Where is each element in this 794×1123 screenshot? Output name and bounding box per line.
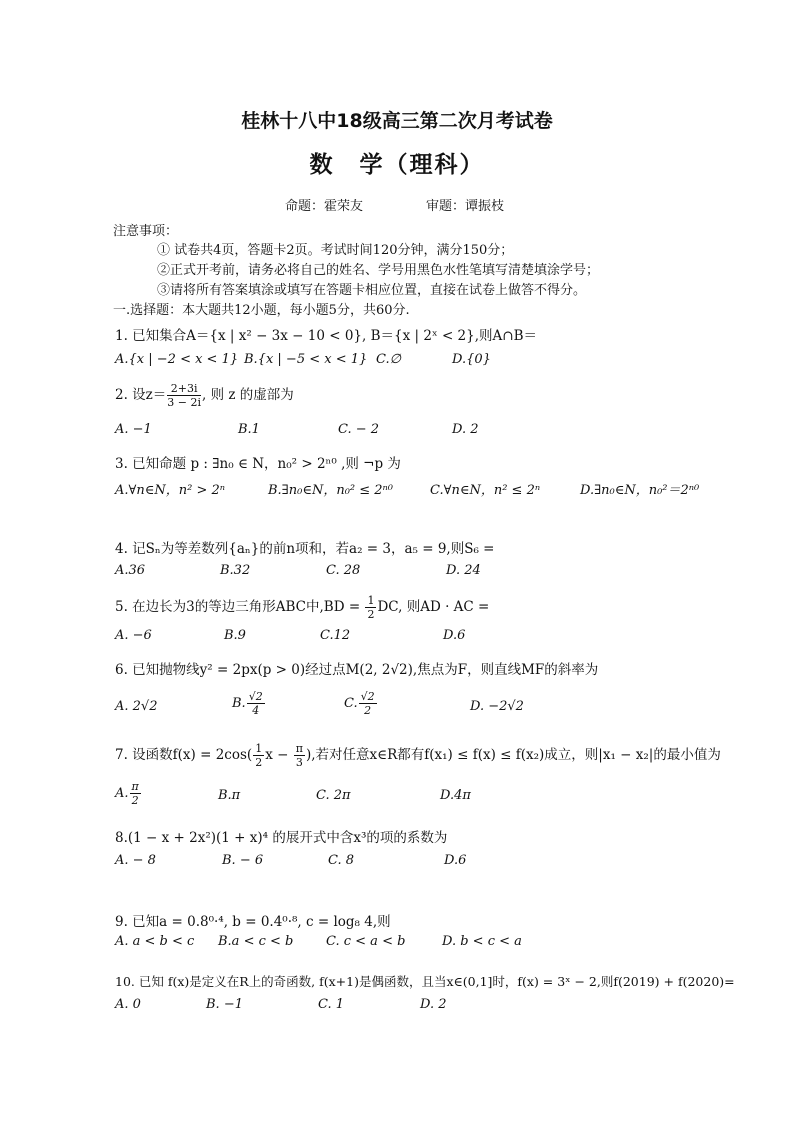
question-stem: [115, 742, 721, 769]
fraction-numerator: 2+3i: [167, 382, 201, 396]
stem-part: x −: [265, 747, 293, 763]
fraction-numerator: 1: [255, 742, 263, 755]
option-a: A. a < b < c: [115, 934, 195, 949]
fraction-numerator: √2: [360, 690, 375, 703]
stem-part: , 则 z 的虚部为: [202, 387, 294, 403]
option-a: A.{x | −2 < x < 1}: [115, 352, 239, 367]
option-a: [115, 780, 142, 807]
option-d: D. 2: [420, 997, 447, 1012]
option-a: A.∀n∈N，n² > 2ⁿ: [115, 483, 226, 498]
option-c: C. 2π: [316, 788, 351, 803]
option-c: C. − 2: [338, 422, 380, 437]
option-d: D.∃n₀∈N，n₀²＝2ⁿ⁰: [580, 483, 700, 498]
reviewer: 审题：谭振枝: [426, 199, 505, 214]
option-d: D. 2: [452, 422, 479, 437]
fraction-numerator: √2: [248, 690, 263, 703]
stem-part: 2. 设z＝: [115, 387, 167, 403]
option-b: B. − 6: [222, 853, 264, 868]
note-item: ③请将所有答案填涂或填写在答题卡相应位置，直接在试卷上做答不得分。: [157, 283, 587, 298]
stem-part: 5. 在边长为3的等边三角形ABC中,BD =: [115, 599, 365, 615]
fraction-numerator: π: [131, 780, 139, 793]
option-c: C.12: [320, 628, 351, 643]
option-d: D.6: [443, 628, 466, 643]
option-a: A. − 8: [115, 853, 156, 868]
option-a: A.36: [115, 563, 146, 578]
option-c: C. 8: [328, 853, 355, 868]
question-stem: 4. 记Sₙ为等差数列{aₙ}的前n项和，若a₂ = 3，a₅ = 9,则S₆ =: [115, 541, 495, 557]
fraction: [130, 780, 141, 807]
stem-part: DC, 则AD · AC =: [377, 599, 490, 615]
option-a: A. −6: [115, 628, 152, 643]
fraction: [167, 382, 201, 409]
option-d: D.4π: [440, 788, 471, 803]
fraction-denominator: 3: [295, 756, 303, 769]
option-b: B.{x | −5 < x < 1}: [244, 352, 368, 367]
fraction: [253, 742, 264, 769]
section-heading: 一.选择题：本大题共12小题，每小题5分，共60分.: [113, 303, 410, 318]
option-c: C.∀n∈N，n² ≤ 2ⁿ: [430, 483, 541, 498]
question-stem: 10. 已知 f(x)是定义在R上的奇函数, f(x+1)是偶函数，且当x∈(0,1]时，f(x) = 3ˣ − 2,则f(2019) + f(2020)=: [115, 974, 735, 989]
option-b: B.∃n₀∈N，n₀² ≤ 2ⁿ⁰: [268, 483, 394, 498]
option-a: A. 2√2: [115, 699, 158, 714]
option-a: A. −1: [115, 422, 152, 437]
option-b: B.a < c < b: [218, 934, 294, 949]
stem-part: 7. 设函数f(x) = 2cos(: [115, 747, 253, 763]
question-stem: [115, 594, 489, 621]
question-stem: 9. 已知a = 0.8⁰·⁴, b = 0.4⁰·⁸, c = log₈ 4,则: [115, 914, 391, 930]
option-letter: C.: [344, 696, 358, 711]
option-b: B.π: [218, 788, 241, 803]
fraction-denominator: 2: [367, 608, 375, 621]
fraction: [365, 594, 376, 621]
fraction-denominator: 2: [255, 756, 263, 769]
fraction-denominator: 2: [364, 704, 372, 717]
fraction: [247, 690, 265, 717]
option-d: D.{0}: [452, 352, 491, 367]
stem-part: ),若对任意x∈R都有f(x₁) ≤ f(x) ≤ f(x₂)成立，则|x₁ − x₂|的最小值为: [305, 747, 721, 763]
fraction: [294, 742, 305, 769]
option-c: C. 1: [318, 997, 345, 1012]
fraction-denominator: 4: [252, 704, 260, 717]
option-c: C. c < a < b: [326, 934, 406, 949]
option-d: D. b < c < a: [442, 934, 522, 949]
fraction: [359, 690, 377, 717]
option-d: D. −2√2: [470, 699, 524, 714]
subject-title: 数 学（理科）: [309, 152, 485, 178]
fraction-numerator: 1: [367, 594, 375, 607]
note-item: ②正式开考前，请务必将自己的姓名、学号用黑色水性笔填写清楚填涂学号；: [157, 263, 600, 278]
option-c: [344, 690, 378, 717]
option-d: D. 24: [446, 563, 481, 578]
question-stem: [115, 382, 294, 409]
exam-title: 桂林十八中18级高三第二次月考试卷: [241, 110, 553, 132]
option-b: B.32: [220, 563, 251, 578]
option-a: A. 0: [115, 997, 141, 1012]
author: 命题：霍荣友: [285, 199, 364, 214]
question-stem: 3. 已知命题 p : ∃n₀ ∈ N，n₀² > 2ⁿ⁰ ,则 ¬p 为: [115, 456, 401, 472]
option-b: [232, 690, 266, 717]
question-stem: 8.(1 − x + 2x²)(1 + x)⁴ 的展开式中含x³的项的系数为: [115, 830, 448, 846]
question-stem: 6. 已知抛物线y² = 2px(p > 0)经过点M(2, 2√2),焦点为F，则直线MF的斜率为: [115, 662, 599, 678]
option-b: B. −1: [206, 997, 243, 1012]
notes-heading: 注意事项：: [113, 224, 179, 239]
option-letter: A.: [115, 786, 129, 801]
fraction-denominator: 3 − 2i: [167, 396, 202, 409]
fraction-numerator: π: [295, 742, 303, 755]
question-stem: 1. 已知集合A＝{x | x² − 3x − 10 < 0}, B＝{x | 2ˣ < 2},则A∩B＝: [115, 328, 538, 344]
option-b: B.1: [238, 422, 260, 437]
option-c: C. 28: [326, 563, 361, 578]
note-item: ① 试卷共4页，答题卡2页。考试时间120分钟，满分150分；: [157, 243, 514, 258]
option-b: B.9: [224, 628, 246, 643]
option-letter: B.: [232, 696, 246, 711]
fraction-denominator: 2: [131, 794, 139, 807]
option-c: C.∅: [376, 352, 401, 367]
option-d: D.6: [444, 853, 467, 868]
